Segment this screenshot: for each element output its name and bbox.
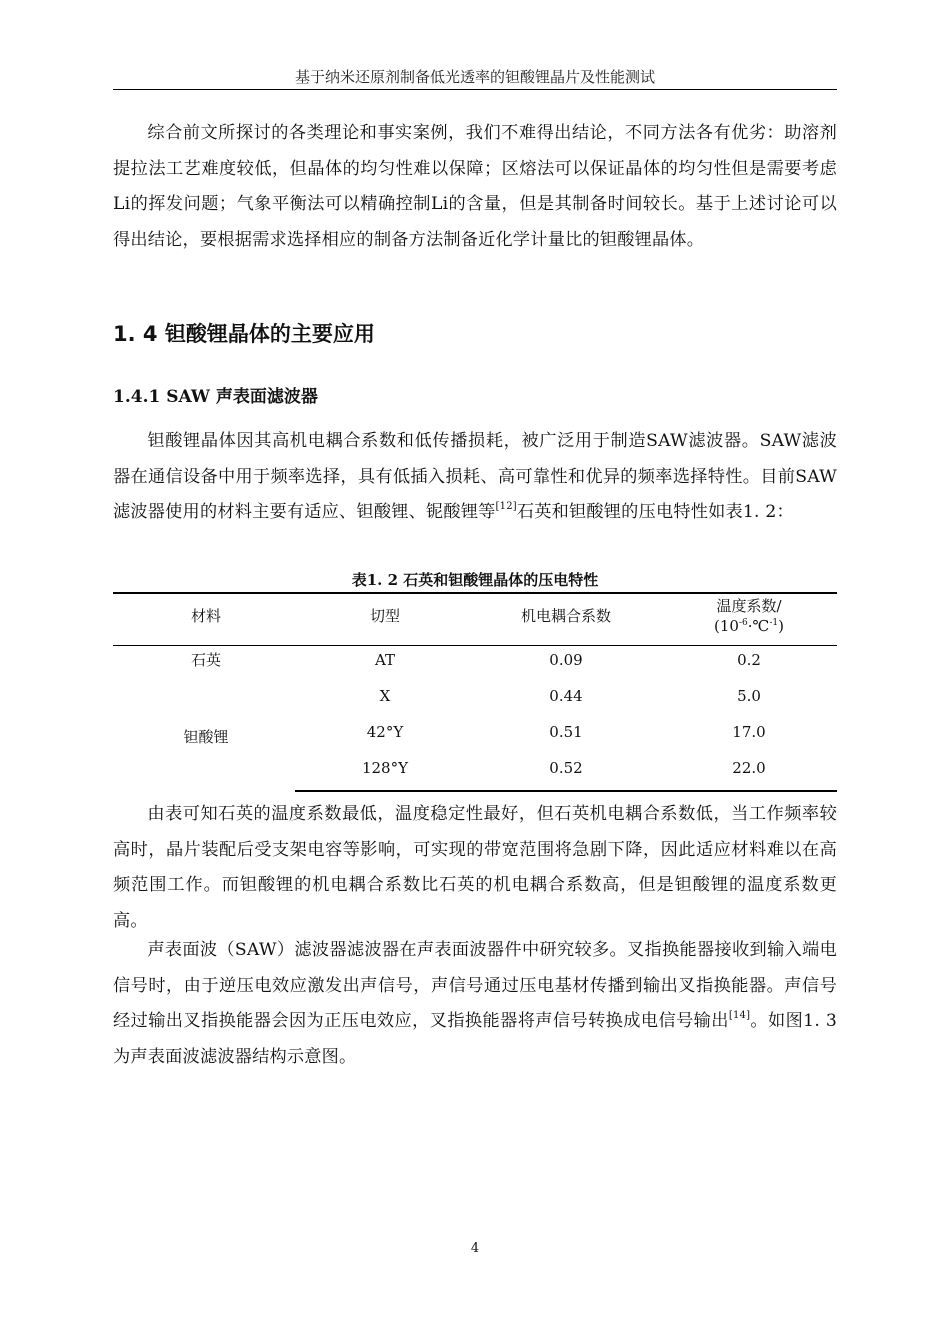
subsection-heading: 1.4.1 SAW 声表面滤波器 bbox=[113, 387, 318, 407]
table-bottom-rule bbox=[295, 790, 837, 792]
material-lithium-tantalate: 钽酸锂 bbox=[183, 728, 229, 746]
header-rule bbox=[113, 89, 837, 90]
paragraph-table-analysis: 由表可知石英的温度系数最低，温度稳定性最好，但石英机电耦合系数低，当工作频率较高时，晶片装配后受支架电容等影响，可实现的带宽范围将急剧下降，因此适应材料难以在高频范围工作。而钽酸锂的机电耦合系数比石英的机电耦合系数高，但是钽酸锂的温度系数更高。 bbox=[113, 804, 837, 931]
header-temp-coefficient bbox=[661, 596, 837, 636]
cell-cut: 42°Y bbox=[366, 723, 404, 741]
cell-cut: AT bbox=[374, 651, 396, 669]
header-temp-label: 温度系数/ bbox=[716, 597, 782, 615]
paragraph-saw-intro-tail: 石英和钽酸锂的压电特性如表1. 2： bbox=[516, 502, 794, 522]
unit-exp-2: -1 bbox=[769, 618, 779, 628]
citation-ref-12: [12] bbox=[495, 501, 517, 512]
table-caption: 表1. 2 石英和钽酸锂晶体的压电特性 bbox=[351, 571, 599, 589]
table-header-rule bbox=[113, 645, 837, 646]
unit-exp-1: -6 bbox=[738, 618, 748, 628]
cell-temp: 0.2 bbox=[737, 651, 761, 669]
cell-temp: 17.0 bbox=[732, 723, 766, 741]
paragraph-saw-principle-tail: 。如图1. 3为声表面波滤波器结构示意图。 bbox=[113, 1011, 837, 1067]
table-top-rule bbox=[113, 592, 837, 594]
cell-coupling: 0.09 bbox=[549, 651, 583, 669]
paragraph-saw-principle-text: 声表面波（SAW）滤波器滤波器在声表面波器件中研究较多。叉指换能器接收到输入端电信号时，由于逆压电效应激发出声信号，声信号通过压电基材传播到输出叉指换能器。声信号经过输出叉指换能器会因为正压电效应，叉指换能器将声信号转换成电信号输出 bbox=[113, 940, 837, 1031]
unit-mid: ·℃ bbox=[747, 617, 770, 635]
unit-close: ) bbox=[778, 617, 784, 635]
cell-cut: X bbox=[379, 687, 391, 705]
material-quartz: 石英 bbox=[190, 651, 221, 669]
header-coupling: 机电耦合系数 bbox=[520, 607, 611, 625]
page-number: 4 bbox=[470, 1241, 480, 1256]
header-cut: 切型 bbox=[369, 607, 400, 625]
paragraph-saw-principle bbox=[113, 933, 837, 1075]
paragraph-conclusion: 综合前文所探讨的各类理论和事实案例，我们不难得出结论，不同方法各有优劣：助溶剂提拉法工艺难度较低，但晶体的均匀性难以保障；区熔法可以保证晶体的均匀性但是需要考虑Li的挥发问题；气象平衡法可以精确控制Li的含量，但是其制备时间较长。基于上述讨论可以得出结论，要根据需求选择相应的制备方法制备近化学计量比的钽酸锂晶体。 bbox=[113, 123, 837, 250]
cell-coupling: 0.52 bbox=[549, 759, 583, 777]
cell-temp: 5.0 bbox=[737, 687, 761, 705]
unit-open: (10 bbox=[714, 617, 739, 635]
paragraph-saw-intro bbox=[113, 424, 837, 531]
citation-ref-14: [14] bbox=[728, 1010, 751, 1021]
section-heading: 1. 4 钽酸锂晶体的主要应用 bbox=[113, 322, 375, 346]
header-material: 材料 bbox=[190, 607, 221, 625]
cell-temp: 22.0 bbox=[732, 759, 766, 777]
paragraph-saw-intro-text: 钽酸锂晶体因其高机电耦合系数和低传播损耗，被广泛用于制造SAW滤波器。SAW滤波器在通信设备中用于频率选择，具有低插入损耗、高可靠性和优异的频率选择特性。目前SAW滤波器使用的材料主要有适应、钽酸锂、铌酸锂等 bbox=[113, 431, 837, 522]
header-temp-unit bbox=[661, 616, 837, 636]
cell-cut: 128°Y bbox=[361, 759, 409, 777]
running-header: 基于纳米还原剂制备低光透率的钽酸锂晶片及性能测试 bbox=[294, 68, 655, 86]
cell-coupling: 0.44 bbox=[549, 687, 583, 705]
cell-coupling: 0.51 bbox=[549, 723, 583, 741]
